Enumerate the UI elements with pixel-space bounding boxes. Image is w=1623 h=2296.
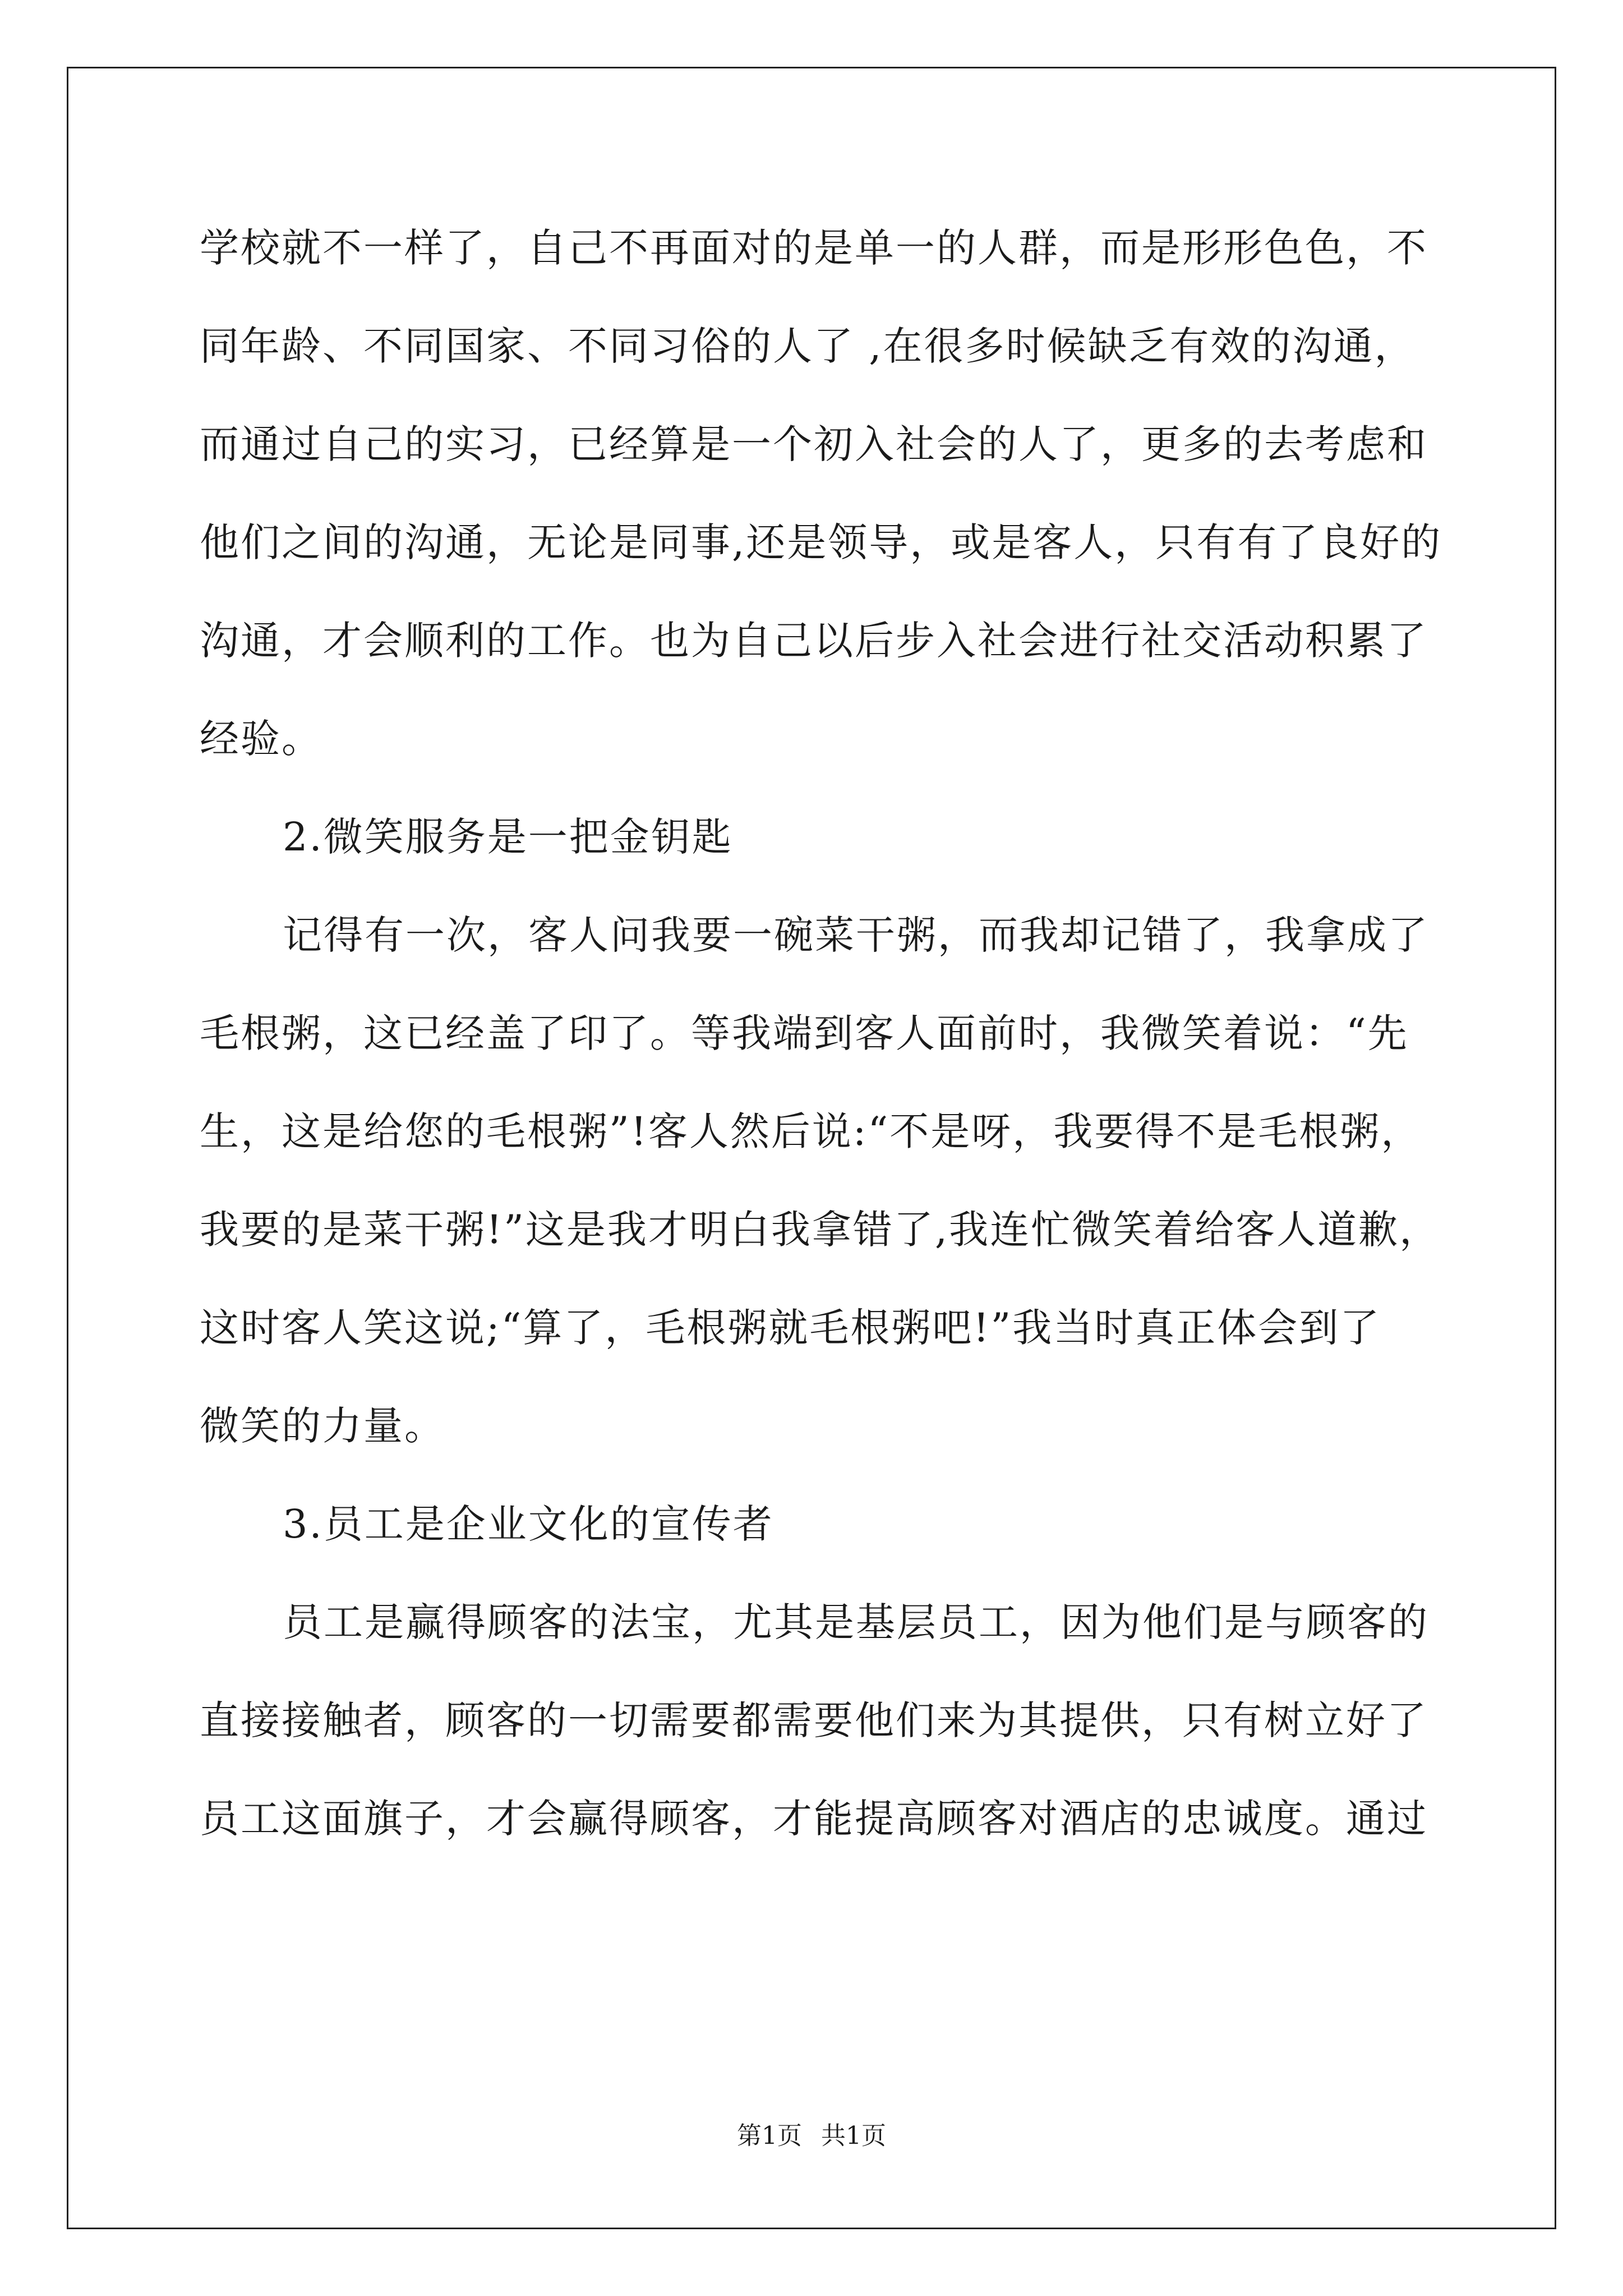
text-line: 经验。 <box>200 716 322 762</box>
text-line: 而通过自己的实习，已经算是一个初入社会的人了，更多的去考虑和 <box>200 421 1428 467</box>
page-number: 第1页 <box>737 2122 802 2150</box>
text-line: 员工这面旗子，才会赢得顾客，才能提高顾客对酒店的忠诚度。通过 <box>200 1796 1428 1842</box>
text-line: 这时客人笑这说;“算了，毛根粥就毛根粥吧!”我当时真正体会到了 <box>200 1305 1381 1351</box>
text-line: 他们之间的沟通，无论是同事,还是领导，或是客人，只有有了良好的 <box>200 519 1442 565</box>
text-line: 学校就不一样了，自己不再面对的是单一的人群，而是形形色色，不 <box>200 225 1428 271</box>
page-footer <box>0 2119 1623 2153</box>
text-line: 员工是赢得顾客的法宝，尤其是基层员工，因为他们是与顾客的 <box>283 1599 1429 1645</box>
page-total: 共1页 <box>821 2122 886 2150</box>
section-heading: 3.员工是企业文化的宣传者 <box>283 1501 774 1547</box>
text-line: 沟通，才会顺利的工作。也为自己以后步入社会进行社交活动积累了 <box>200 618 1428 664</box>
text-line: 直接接触者，顾客的一切需要都需要他们来为其提供，只有树立好了 <box>200 1697 1428 1743</box>
text-line: 微笑的力量。 <box>200 1403 445 1449</box>
text-line: 同年龄、不同国家、不同习俗的人了 ,在很多时候缺乏有效的沟通， <box>200 323 1415 369</box>
text-line: 毛根粥，这已经盖了印了。等我端到客人面前时，我微笑着说：“先 <box>200 1010 1409 1056</box>
document-body <box>200 220 1442 1889</box>
section-heading: 2.微笑服务是一把金钥匙 <box>283 814 733 860</box>
text-line: 记得有一次，客人问我要一碗菜干粥，而我却记错了，我拿成了 <box>283 912 1429 958</box>
text-line: 生，这是给您的毛根粥”!客人然后说:“不是呀，我要得不是毛根粥， <box>200 1108 1422 1154</box>
text-line: 我要的是菜干粥!”这是我才明白我拿错了,我连忙微笑着给客人道歉， <box>200 1207 1441 1253</box>
